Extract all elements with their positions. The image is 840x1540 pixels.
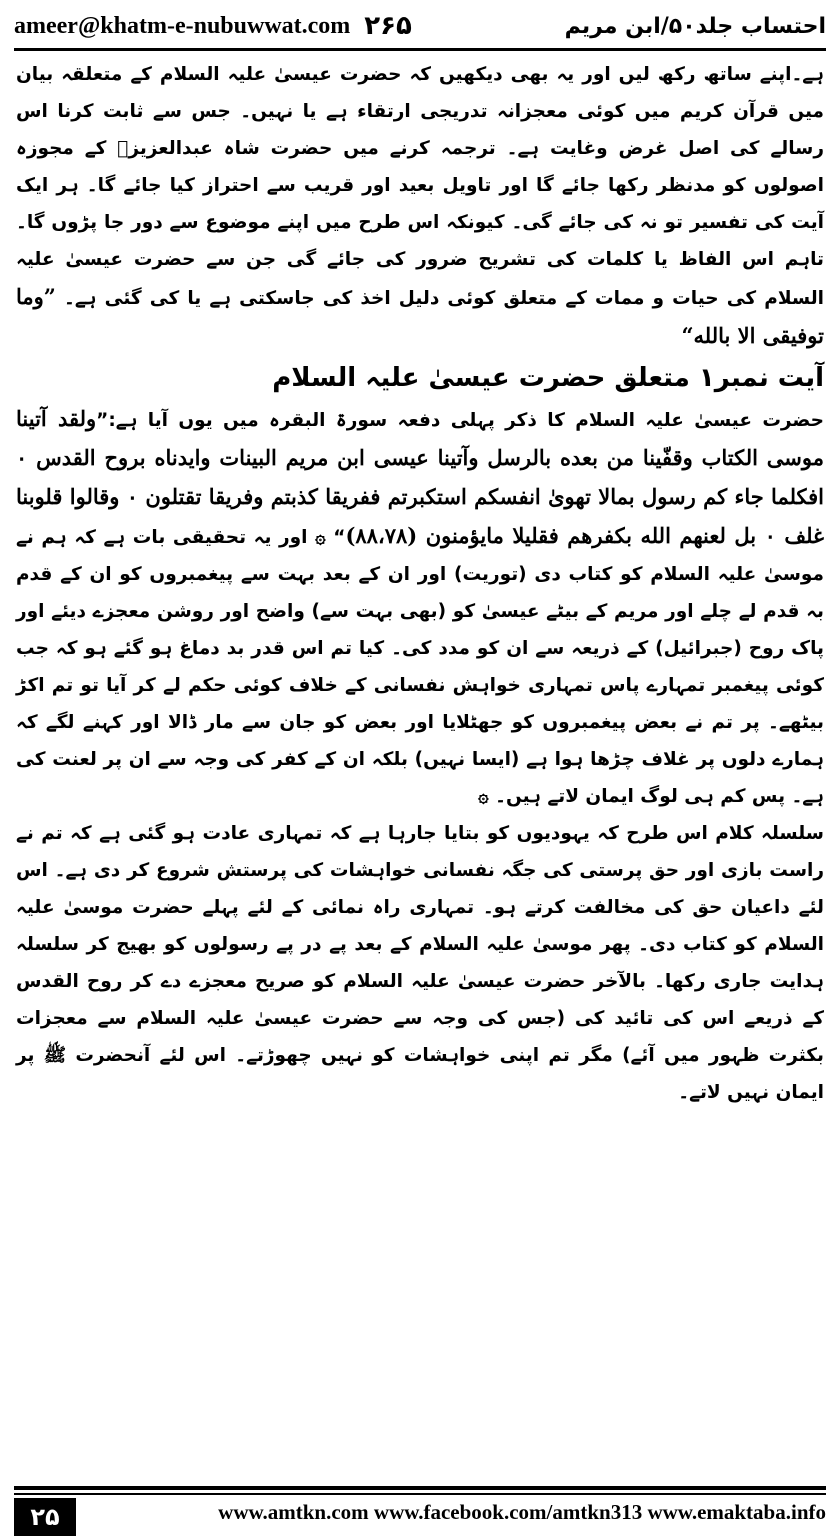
header-rule [14,48,826,51]
header-page-number: ۲۶۵ [364,11,412,41]
footer-page-number: ۲۵ [14,1498,76,1536]
header-left [14,11,412,41]
quran-verse: ولقد آتینا موسی الکتاب وقفّینا من بعده بالرسل وآتینا عیسی ابن مریم البینات وایدناه بروح القدس ۰ افکلما جاء کم رسول بمالا تهویٰ انفسکم استکبرتم ففریقا کذبتم وفریقا تقتلون ۰ وقالوا قلوبنا غلف ۰ بل لعنهم الله بکفرهم فقلیلا مایؤمنون (۸۸،۷۸) [16,406,825,548]
verse-intro: حضرت عیسیٰ علیہ السلام کا ذکر پہلی دفعہ سورۃ البقرہ میں یوں آیا ہے: [108,410,824,431]
paragraph-verse [16,400,824,815]
footer-rule-thin [14,1493,826,1495]
section-heading: آیت نمبر۱ متعلق حضرت عیسیٰ علیہ السلام [272,363,824,393]
page-header [14,6,826,46]
ornament-open: ۞ [315,527,326,548]
page-footer [0,1478,840,1540]
footer-urls: www.amtkn.com www.facebook.com/amtkn313 www.emaktaba.info [218,1500,826,1524]
quote-close-mark: “ [333,527,346,548]
paragraph-commentary: سلسلہ کلام اس طرح کہ یہودیوں کو بتایا جارہا ہے کہ تمہاری عادت ہو گئی ہے کہ تم نے راست بازی اور حق پرستی کی جگہ نفسانی خواہشات کی پرستش شروع کر دی ہے۔ اس لئے داعیان حق کی مخالفت کرتے ہو۔ تمہاری راہ نمائی کے لئے پہلے حضرت موسیٰ علیہ السلام کو کتاب دی۔ پھر موسیٰ علیہ السلام کے بعد پے در پے رسولوں کو بھیج کر سلسلہ ہدایت جاری رکھا۔ بالآخر حضرت عیسیٰ علیہ السلام کو صریح معجزے دے کر روح القدس کے ذریعے اس کی تائید کی (جس کی وجہ سے حضرت عیسیٰ علیہ السلام سے معجزات بکثرت ظہور میں آئے) مگر تم اپنی خواہشات کو نہیں چھوڑتے۔ اس لئے آنحضرت ﷺ پر ایمان نہیں لاتے۔ [16,823,824,1103]
header-email: ameer@khatm-e-nubuwwat.com [14,12,351,39]
footer-rule-thick [14,1486,826,1490]
page-body [16,56,824,1111]
inline-quote: ”وما توفیقی الا بالله“ [16,284,824,348]
verse-translation: اور یہ تحقیقی بات ہے کہ ہم نے موسیٰ علیہ السلام کو کتاب دی (توریت) اور ان کے بعد بہت سے پیغمبروں کو ان کے قدم بہ قدم لے چلے اور مریم کے بیٹے عیسیٰ کو (بھی بہت سے) واضح اور روشن معجزے دیئے اور پاک روح (جبرائیل) کے ذریعہ سے ان کو مدد کی۔ کیا تم اس قدر بد دماغ ہو گئے ہو کہ جب کوئی پیغمبر تمہارے پاس تمہاری خواہش نفسانی کے خلاف کوئی حکم لے کر آیا تو تم اکڑ بیٹھے۔ پر تم نے بعض پیغمبروں کو جھٹلایا اور بعض کو جان سے مار ڈالا اور کہنے لگے کہ ہمارے دلوں پر غلاف چڑھا ہوا ہے (ایسا نہیں) بلکہ ان کے کفر کی وجہ سے ان پر لعنت کی ہے۔ پس کم ہی لوگ ایمان لاتے ہیں۔ [16,527,824,807]
header-book-title: احتساب جلد۵۰/ابن مریم [564,13,826,39]
paragraph-intro-text: ہے۔اپنے ساتھ رکھ لیں اور یہ بھی دیکھیں کہ حضرت عیسیٰ علیہ السلام کے متعلقہ بیان میں قرآن کریم میں کوئی معجزانہ تدریجی ارتقاء ہے یا نہیں۔ جس سے ثابت کرنا اس رسالے کی اصل غرض وغایت ہے۔ ترجمہ کرنے میں حضرت شاہ عبدالعزیزؒ کے مجوزہ اصولوں کو مدنظر رکھا جائے گا اور تاویل بعید اور قریب سے احتراز کیا جائے گا۔ ہر ایک آیت کی تفسیر تو نہ کی جائے گی۔ کیونکہ اس طرح میں اپنے موضوع سے دور جا پڑوں گا۔ تاہم اس الفاظ یا کلمات کی تشریح ضرور کی جائے گی جن سے حضرت عیسیٰ علیہ السلام کی حیات و ممات کے متعلق کوئی دلیل اخذ کی جاسکتی ہے یا کی گئی ہے۔ [16,64,824,309]
ornament-close: ۞ [478,786,489,807]
quote-open-mark: ” [96,410,109,431]
paragraph-intro [16,56,824,356]
